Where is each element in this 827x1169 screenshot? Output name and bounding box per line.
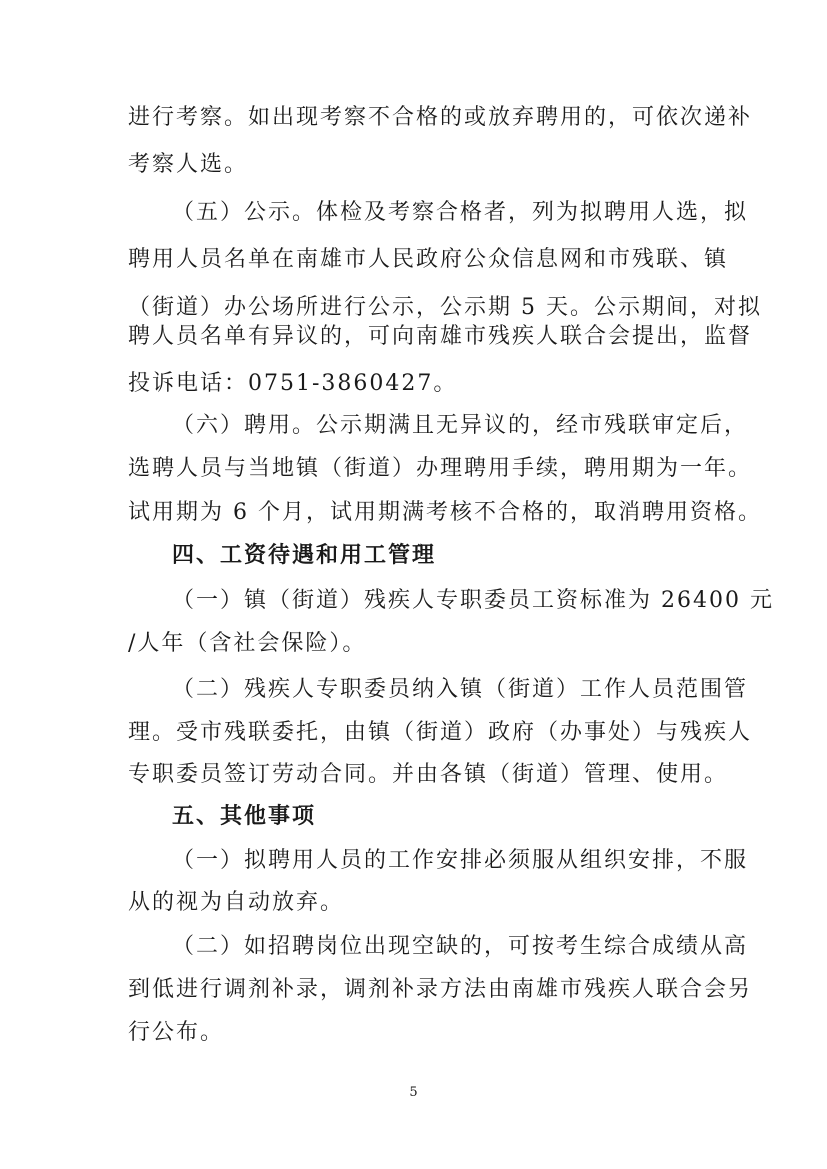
paragraph-line: 考察人选。 bbox=[128, 152, 249, 177]
paragraph-line: （街道）办公场所进行公示，公示期 5 天。公示期间，对拟 bbox=[128, 295, 762, 320]
paragraph-line: （一）拟聘用人员的工作安排必须服从组织安排，不服 bbox=[172, 848, 749, 873]
paragraph-line: 到低进行调剂补录，调剂补录方法由南雄市残疾人联合会另 bbox=[128, 977, 753, 1002]
paragraph-line: （二）残疾人专职委员纳入镇（街道）工作人员范围管 bbox=[172, 677, 749, 702]
paragraph-line: 试用期为 6 个月，试用期满考核不合格的，取消聘用资格。 bbox=[128, 500, 762, 525]
paragraph-line: /人年（含社会保险）。 bbox=[128, 631, 367, 656]
paragraph-line: 投诉电话：0751-3860427。 bbox=[128, 371, 458, 396]
paragraph-line: 进行考察。如出现考察不合格的或放弃聘用的，可依次递补 bbox=[128, 105, 753, 130]
section-heading: 五、其他事项 bbox=[172, 804, 317, 829]
paragraph-line: （五）公示。体检及考察合格者，列为拟聘用人选，拟 bbox=[172, 200, 749, 225]
paragraph-line: 从的视为自动放弃。 bbox=[128, 890, 345, 915]
page-number: 5 bbox=[409, 1085, 418, 1100]
paragraph-line: （一）镇（街道）残疾人专职委员工资标准为 26400 元 bbox=[172, 588, 774, 613]
paragraph-line: 行公布。 bbox=[128, 1020, 225, 1045]
paragraph-line: 理。受市残联委托，由镇（街道）政府（办事处）与残疾人 bbox=[128, 720, 753, 745]
paragraph-line: 选聘人员与当地镇（街道）办理聘用手续，聘用期为一年。 bbox=[128, 456, 753, 481]
paragraph-line: 聘人员名单有异议的，可向南雄市残疾人联合会提出，监督 bbox=[128, 324, 753, 349]
paragraph-line: 专职委员签订劳动合同。并由各镇（街道）管理、使用。 bbox=[128, 762, 729, 787]
paragraph-line: （二）如招聘岗位出现空缺的，可按考生综合成绩从高 bbox=[172, 934, 749, 959]
section-heading: 四、工资待遇和用工管理 bbox=[172, 543, 437, 568]
paragraph-line: 聘用人员名单在南雄市人民政府公众信息网和市残联、镇 bbox=[128, 247, 729, 272]
paragraph-line: （六）聘用。公示期满且无异议的，经市残联审定后， bbox=[172, 413, 749, 438]
